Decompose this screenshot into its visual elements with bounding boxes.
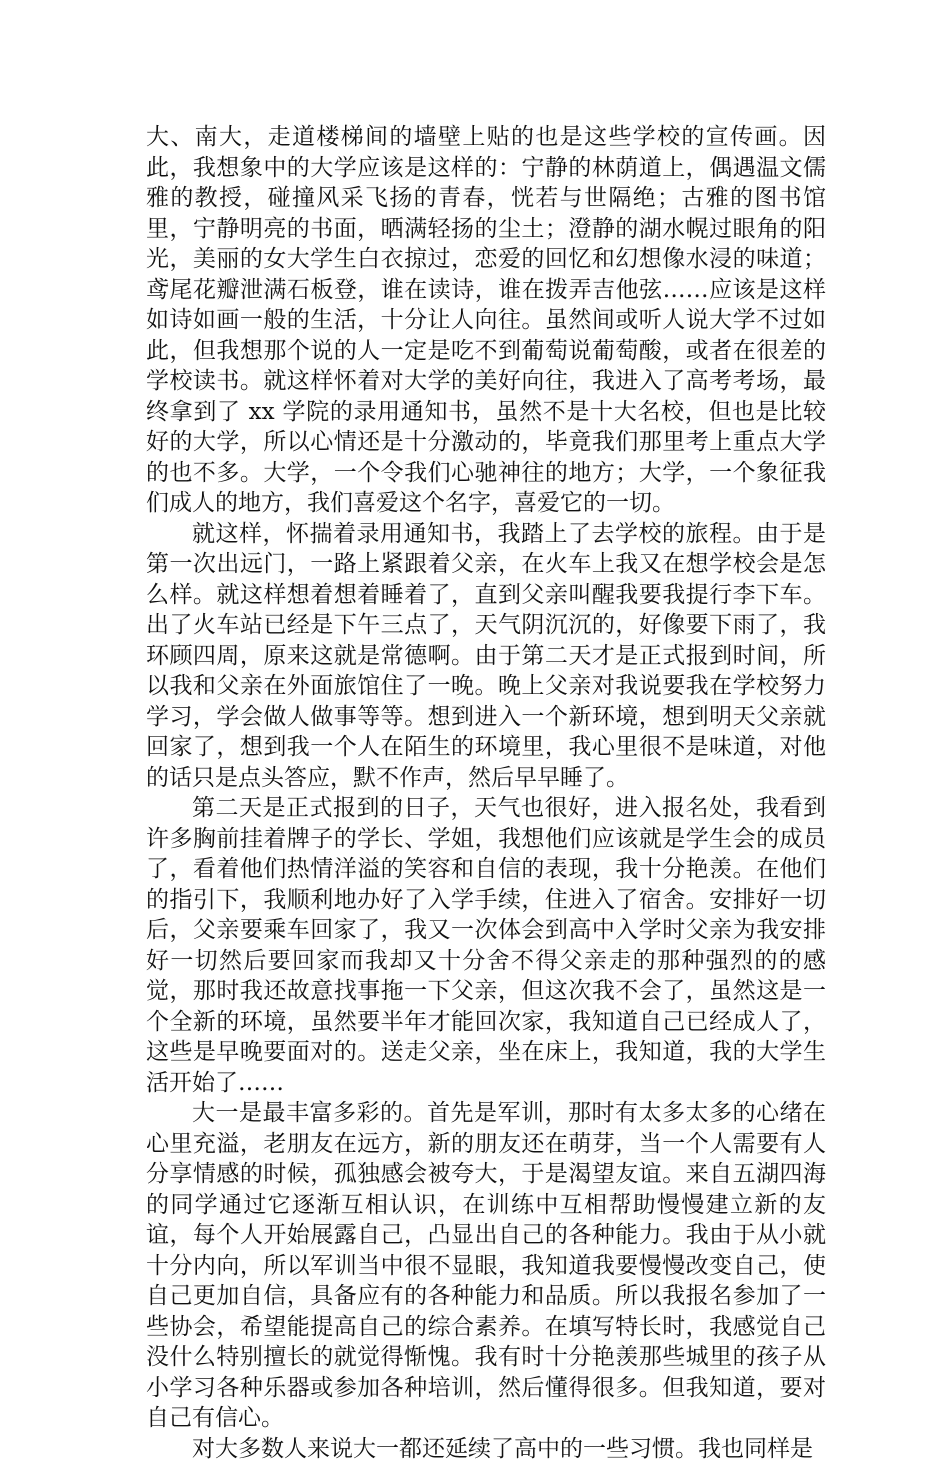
paragraph-5: 对大多数人来说大一都还延续了高中的一些习惯。我也同样是 (146, 1434, 826, 1464)
paragraph-2: 就这样，怀揣着录用通知书，我踏上了去学校的旅程。由于是第一次出远门，一路上紧跟着父亲，在火车上我又在想学校会是怎么样。就这样想着想着睡着了，直到父亲叫醒我要我提行李下车。出了火车站已经是下午三点了，天气阴沉沉的，好像要下雨了，我环顾四周，原来这就是常德啊。由于第二天才是正式报到时间，所以我和父亲在外面旅馆住了一晚。晚上父亲对我说要我在学校努力学习，学会做人做事等等。想到进入一个新环境，想到明天父亲就回家了，想到我一个人在陌生的环境里，我心里很不是味道，对他的话只是点头答应，默不作声，然后早早睡了。 (146, 519, 826, 794)
paragraph-1: 大、南大，走道楼梯间的墙壁上贴的也是这些学校的宣传画。因此，我想象中的大学应该是这样的：宁静的林荫道上，偶遇温文儒雅的教授，碰撞风采飞扬的青春，恍若与世隔绝；古雅的图书馆里，宁静明亮的书面，晒满轻扬的尘土；澄静的湖水幌过眼角的阳光，美丽的女大学生白衣掠过，恋爱的回忆和幻想像水浸的味道；鸢尾花瓣泄满石板登，谁在读诗，谁在拨弄吉他弦……应该是这样如诗如画一般的生活，十分让人向往。虽然间或听人说大学不过如此，但我想那个说的人一定是吃不到葡萄说葡萄酸，或者在很差的学校读书。就这样怀着对大学的美好向往，我进入了高考考场，最终拿到了 xx 学院的录用通知书，虽然不是十大名校，但也是比较好的大学，所以心情还是十分激动的，毕竟我们那里考上重点大学的也不多。大学，一个令我们心驰神往的地方；大学，一个象征我们成人的地方，我们喜爱这个名字，喜爱它的一切。 (146, 122, 826, 519)
paragraph-3: 第二天是正式报到的日子，天气也很好，进入报名处，我看到许多胸前挂着牌子的学长、学姐，我想他们应该就是学生会的成员了，看着他们热情洋溢的笑容和自信的表现，我十分艳羡。在他们的指引下，我顺利地办好了入学手续，住进入了宿舍。安排好一切后，父亲要乘车回家了，我又一次体会到高中入学时父亲为我安排好一切然后要回家而我却又十分舍不得父亲走的那种强烈的的感觉，那时我还故意找事拖一下父亲，但这次我不会了，虽然这是一个全新的环境，虽然要半年才能回次家，我知道自己已经成人了，这些是早晚要面对的。送走父亲，坐在床上，我知道，我的大学生活开始了…… (146, 793, 826, 1098)
document-page (146, 122, 826, 1464)
paragraph-4: 大一是最丰富多彩的。首先是军训，那时有太多太多的心绪在心里充溢，老朋友在远方，新的朋友还在萌芽，当一个人需要有人分享情感的时候，孤独感会被夸大，于是渴望友谊。来自五湖四海的同学通过它逐渐互相认识，在训练中互相帮助慢慢建立新的友谊，每个人开始展露自己，凸显出自己的各种能力。我由于从小就十分内向，所以军训当中很不显眼，我知道我要慢慢改变自己，使自己更加自信，具备应有的各种能力和品质。所以我报名参加了一些协会，希望能提高自己的综合素养。在填写特长时，我感觉自己没什么特别擅长的就觉得惭愧。我有时十分艳羡那些城里的孩子从小学习各种乐器或参加各种培训，然后懂得很多。但我知道，要对自己有信心。 (146, 1098, 826, 1434)
